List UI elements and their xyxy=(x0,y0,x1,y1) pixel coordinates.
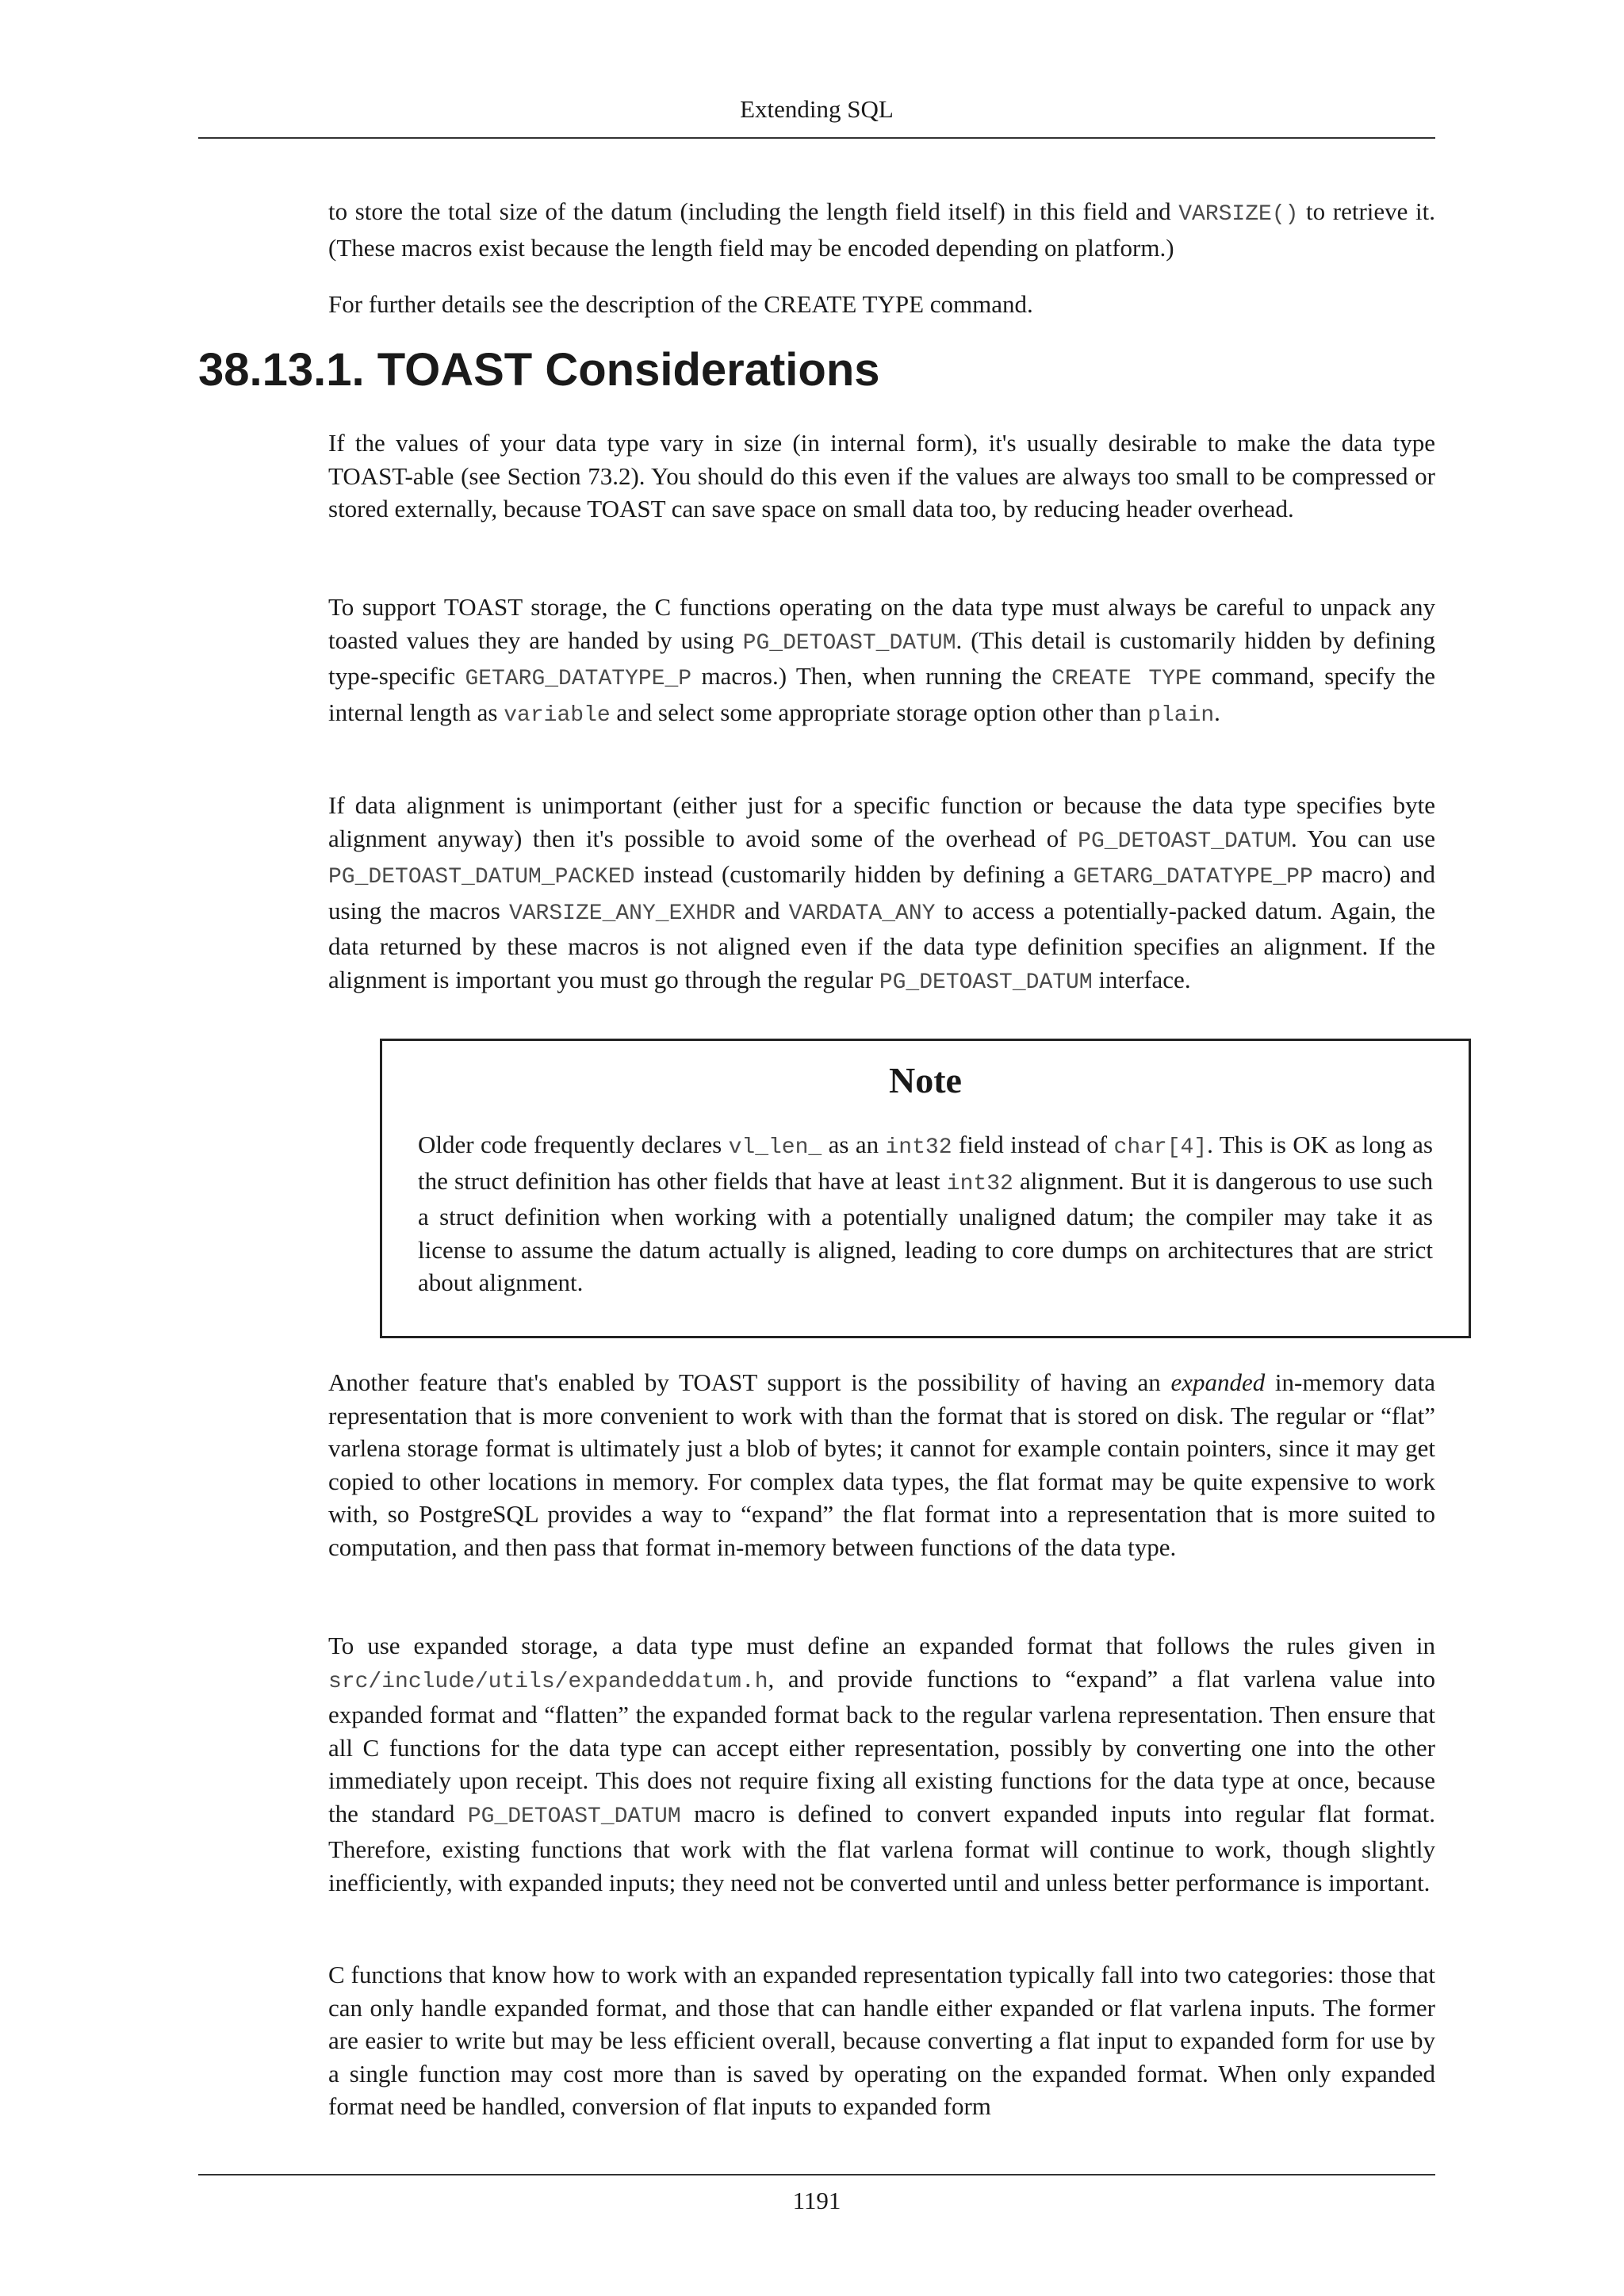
note-box xyxy=(380,1039,1471,1338)
code-variable: variable xyxy=(504,702,611,728)
running-header: Extending SQL xyxy=(740,95,894,123)
code-expandeddatum-path: src/include/utils/expandeddatum.h xyxy=(328,1669,768,1694)
paragraph-c-functions: C functions that know how to work with an expanded representation typically fall into two categories: those that can only handle expanded format, and those that can handle either expanded or flat varlena inputs. The former are easier to write but may be less efficient overall, because converting a flat input to expanded form for use by a single function may cost more than is saved by operating on the expanded format. When only expanded format need be handled, conversion of flat inputs to expanded form xyxy=(328,1961,1435,2120)
code-varsize-any-exhdr: VARSIZE_ANY_EXHDR xyxy=(508,901,736,926)
paragraph-expanded-storage: To use expanded storage, a data type must define an expanded format that follows the rules given in src/include/utils/expandeddatum.h, and provide functions to “expand” a flat varlena value into expanded format and “flatten” the expanded format back to the regular varlena representation. Then ensure that all C functions for the data type can accept either representation, possibly by converting one into the other immediately upon receipt. This does not require fixing all existing functions for the data type at once, because the standard PG_DETOAST_DATUM macro is defined to convert expanded inputs into regular flat format. Therefore, existing functions that work with the flat varlena format will continue to work, though slightly inefficiently, with expanded inputs; they need not be converted until and unless better performance is important. xyxy=(328,1632,1435,1896)
code-pg-detoast-datum-packed: PG_DETOAST_DATUM_PACKED xyxy=(328,865,635,890)
paragraph-toast-storage: To support TOAST storage, the C functions operating on the data type must always be careful to unpack any toasted values they are handed by using PG_DETOAST_DATUM. (This detail is customarily hidden by defining type-specific GETARG_DATATYPE_P macros.) Then, when running the CREATE TYPE command, specify the internal length as variable and select some appropriate storage option other than plain. xyxy=(328,593,1435,728)
note-title: Note xyxy=(889,1060,962,1100)
code-getarg-datatype-p: GETARG_DATATYPE_P xyxy=(465,667,692,691)
section-heading: 38.13.1. TOAST Considerations xyxy=(198,344,880,396)
paragraph-expanded-feature: Another feature that's enabled by TOAST support is the possibility of having an expanded in-memory data representation that is more convenient to work with than the format that is stored on disk. The regular or “flat” varlena storage format is ultimately just a blob of bytes; it cannot for example contain pointers, since it may get copied to other locations in memory. For complex data types, the flat format may be quite expensive to work with, so PostgreSQL provides a way to “expand” the flat format into a representation that is more suited to computation, and then pass that format in-memory between functions of the data type. xyxy=(328,1368,1435,1561)
header-rule xyxy=(198,137,1435,139)
code-vardata-any: VARDATA_ANY xyxy=(788,901,936,926)
intro-paragraph-2: For further details see the description of the CREATE TYPE command. xyxy=(328,290,1033,318)
intro-paragraph-1: to store the total size of the datum (including the length field itself) in this field and VARSIZE() to retrieve it. (These macros exist because the length field may be encoded depending on platform.) xyxy=(328,197,1435,262)
footer-rule xyxy=(198,2174,1435,2175)
code-pg-detoast-datum: PG_DETOAST_DATUM xyxy=(742,630,956,656)
code-pg-detoast-datum: PG_DETOAST_DATUM xyxy=(467,1804,681,1829)
note-text: Older code frequently declares vl_len_ as an int32 field instead of char[4]. This is OK as long as the struct definition has other fields that have at least int32 alignment. But it is dangerous to use such a struct definition when working with a potentially unaligned datum; the compiler may take it as license to assume the datum actually is aligned, leading to core dumps on architectures that are strict about alignment. xyxy=(418,1131,1434,1296)
code-getarg-datatype-pp: GETARG_DATATYPE_PP xyxy=(1073,865,1313,890)
code-int32: int32 xyxy=(885,1135,952,1160)
code-int32: int32 xyxy=(946,1171,1013,1196)
paragraph-toast-able: If the values of your data type vary in size (in internal form), it's usually desirable to make the data type TOAST-able (see Section 73.2). You should do this even if the values are always too small to be compressed or stored externally, because TOAST can save space on small data too, by reducing header overhead. xyxy=(328,429,1435,522)
paragraph-data-alignment: If data alignment is unimportant (either just for a specific function or because the data type specifies byte alignment anyway) then it's possible to avoid some of the overhead of PG_DETOAST_DATUM. You can use PG_DETOAST_DATUM_PACKED instead (customarily hidden by defining a GETARG_DATATYPE_PP macro) and using the macros VARSIZE_ANY_EXHDR and VARDATA_ANY to access a potentially-packed datum. Again, the data returned by these macros is not aligned even if the data type definition specifies an alignment. If the alignment is important you must go through the regular PG_DETOAST_DATUM interface. xyxy=(328,791,1435,995)
code-pg-detoast-datum: PG_DETOAST_DATUM xyxy=(879,970,1093,995)
code-char4: char[4] xyxy=(1113,1135,1208,1160)
emphasis-expanded: expanded xyxy=(1170,1368,1266,1396)
page-number: 1191 xyxy=(792,2187,841,2214)
code-vl-len: vl_len_ xyxy=(728,1135,822,1160)
code-create-type: CREATE TYPE xyxy=(1051,667,1202,691)
code-varsize: VARSIZE() xyxy=(1178,202,1299,227)
code-plain: plain xyxy=(1147,702,1215,728)
code-pg-detoast-datum: PG_DETOAST_DATUM xyxy=(1078,828,1291,854)
